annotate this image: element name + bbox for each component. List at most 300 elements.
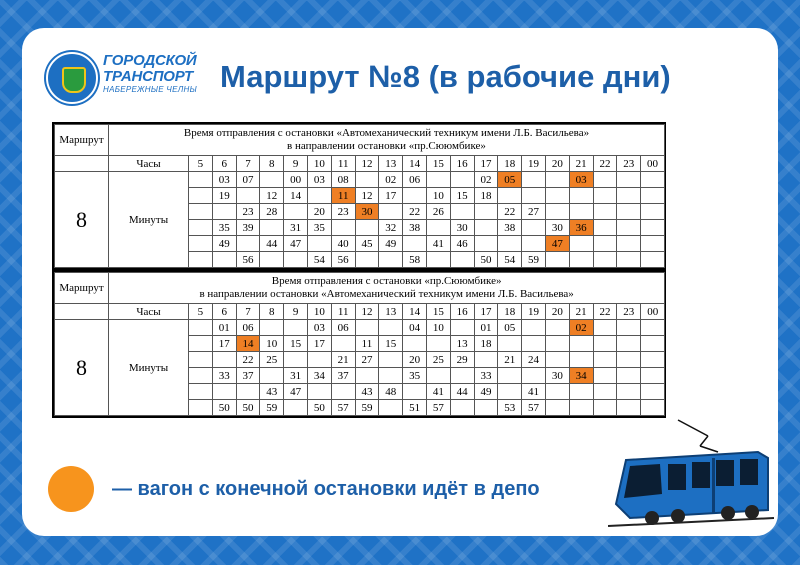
minute-cell — [403, 384, 427, 400]
minute-cell — [522, 368, 546, 384]
minute-cell — [617, 172, 641, 188]
minute-cell — [545, 384, 569, 400]
minute-cell: 50 — [236, 400, 260, 416]
hour-cell: 11 — [331, 304, 355, 320]
minute-cell — [189, 188, 213, 204]
minute-cell — [617, 336, 641, 352]
minute-cell — [593, 220, 617, 236]
hour-cell: 18 — [498, 304, 522, 320]
minute-cell — [284, 252, 308, 268]
depot-minute-cell: 05 — [498, 172, 522, 188]
hour-cell: 22 — [593, 304, 617, 320]
minute-cell: 44 — [260, 236, 284, 252]
minute-cell: 31 — [284, 368, 308, 384]
minute-cell: 03 — [212, 172, 236, 188]
minute-cell — [450, 252, 474, 268]
minute-cell — [641, 236, 665, 252]
hour-cell: 12 — [355, 304, 379, 320]
timetable-1 — [54, 124, 664, 268]
minute-cell — [545, 252, 569, 268]
minute-cell: 10 — [426, 320, 450, 336]
hour-cell: 8 — [260, 304, 284, 320]
hour-cell: 16 — [450, 304, 474, 320]
minute-cell — [522, 320, 546, 336]
minute-cell: 06 — [403, 172, 427, 188]
minute-cell — [236, 236, 260, 252]
hour-cell: 8 — [260, 156, 284, 172]
minute-cell: 49 — [212, 236, 236, 252]
legend-dot-icon — [48, 466, 94, 512]
minute-cell: 38 — [498, 220, 522, 236]
minute-cell: 28 — [260, 204, 284, 220]
depot-minute-cell: 03 — [569, 172, 593, 188]
minute-cell — [545, 336, 569, 352]
minute-cell: 41 — [426, 384, 450, 400]
minute-cell: 37 — [331, 368, 355, 384]
hour-cell: 6 — [212, 156, 236, 172]
hour-cell: 7 — [236, 156, 260, 172]
minute-cell — [189, 204, 213, 220]
hour-cell: 15 — [426, 304, 450, 320]
minute-cell — [284, 400, 308, 416]
minutes-label: Минуты — [109, 320, 189, 416]
table-row — [55, 320, 665, 336]
table2-grid — [54, 272, 665, 416]
minute-cell — [641, 252, 665, 268]
minute-cell — [307, 352, 331, 368]
minute-cell — [355, 252, 379, 268]
minute-cell — [450, 204, 474, 220]
minute-cell: 44 — [450, 384, 474, 400]
minute-cell: 58 — [403, 252, 427, 268]
minute-cell — [593, 336, 617, 352]
minute-cell — [641, 368, 665, 384]
minute-cell — [284, 320, 308, 336]
minute-cell: 43 — [355, 384, 379, 400]
minute-cell — [569, 252, 593, 268]
minute-cell: 50 — [212, 400, 236, 416]
direction-line-1: Время отправления с остановки «пр.Сююмбике» — [271, 275, 502, 287]
minute-cell — [307, 384, 331, 400]
minute-cell: 15 — [450, 188, 474, 204]
minute-cell — [641, 172, 665, 188]
minute-cell: 37 — [236, 368, 260, 384]
minute-cell — [593, 352, 617, 368]
minute-cell — [189, 172, 213, 188]
minute-cell — [260, 368, 284, 384]
minute-cell: 49 — [474, 384, 498, 400]
direction-line-1: Время отправления с остановки «Автомеханический техникум имени Л.Б. Васильева» — [183, 127, 590, 139]
minute-cell: 22 — [403, 204, 427, 220]
minute-cell: 14 — [284, 188, 308, 204]
minute-cell — [545, 172, 569, 188]
minute-cell — [593, 172, 617, 188]
minute-cell — [641, 336, 665, 352]
minute-cell — [474, 400, 498, 416]
minute-cell: 35 — [212, 220, 236, 236]
minute-cell — [426, 252, 450, 268]
hour-cell: 00 — [641, 156, 665, 172]
minute-cell — [641, 220, 665, 236]
minute-cell — [474, 220, 498, 236]
brand-line-3: НАБЕРЕЖНЫЕ ЧЕЛНЫ — [103, 85, 197, 94]
minute-cell: 24 — [522, 352, 546, 368]
minute-cell: 04 — [403, 320, 427, 336]
minute-cell: 21 — [331, 352, 355, 368]
minute-cell — [617, 220, 641, 236]
minute-cell: 40 — [331, 236, 355, 252]
minute-cell: 01 — [474, 320, 498, 336]
minute-cell: 56 — [331, 252, 355, 268]
minute-cell — [641, 400, 665, 416]
hour-cell: 14 — [403, 156, 427, 172]
depot-minute-cell: 02 — [569, 320, 593, 336]
direction-line-2: в направлении остановки «пр.Сююмбике» — [287, 140, 486, 152]
minute-cell: 35 — [307, 220, 331, 236]
city-coat-of-arms-icon — [46, 52, 98, 104]
minute-cell — [189, 400, 213, 416]
minute-cell: 07 — [236, 172, 260, 188]
minute-cell — [545, 320, 569, 336]
minute-cell: 05 — [498, 320, 522, 336]
minute-cell — [212, 352, 236, 368]
depot-minute-cell: 47 — [545, 236, 569, 252]
hour-cell: 19 — [522, 304, 546, 320]
minute-cell: 17 — [379, 188, 403, 204]
minute-cell — [474, 352, 498, 368]
minute-cell — [379, 368, 403, 384]
hour-cell: 5 — [189, 304, 213, 320]
minute-cell: 39 — [236, 220, 260, 236]
minute-cell: 56 — [236, 252, 260, 268]
page-title: Маршрут №8 (в рабочие дни) — [220, 59, 671, 94]
minute-cell — [474, 204, 498, 220]
minute-cell: 25 — [260, 352, 284, 368]
minute-cell — [641, 352, 665, 368]
minute-cell: 15 — [379, 336, 403, 352]
hour-cell: 7 — [236, 304, 260, 320]
tram-icon — [608, 418, 774, 528]
hour-cell: 20 — [545, 304, 569, 320]
minute-cell — [522, 336, 546, 352]
minute-cell: 23 — [331, 204, 355, 220]
minute-cell — [189, 384, 213, 400]
timetable-2 — [54, 272, 664, 416]
minute-cell — [450, 320, 474, 336]
minute-cell: 19 — [212, 188, 236, 204]
minute-cell — [593, 236, 617, 252]
hour-cell: 13 — [379, 304, 403, 320]
depot-minute-cell: 36 — [569, 220, 593, 236]
minute-cell: 02 — [474, 172, 498, 188]
minute-cell — [569, 204, 593, 220]
brand-line-1: ГОРОДСКОЙ — [103, 52, 197, 69]
minute-cell: 33 — [474, 368, 498, 384]
minute-cell: 22 — [498, 204, 522, 220]
direction-line-2: в направлении остановки «Автомеханический техникум имени Л.Б. Васильева» — [199, 288, 574, 300]
minute-cell: 06 — [236, 320, 260, 336]
minute-cell — [284, 352, 308, 368]
minute-cell: 25 — [426, 352, 450, 368]
hour-cell: 20 — [545, 156, 569, 172]
minute-cell: 03 — [307, 320, 331, 336]
minute-cell — [617, 400, 641, 416]
minute-cell — [522, 188, 546, 204]
minute-cell — [474, 236, 498, 252]
minute-cell — [379, 400, 403, 416]
minute-cell — [379, 352, 403, 368]
minute-cell: 57 — [331, 400, 355, 416]
minute-cell — [307, 236, 331, 252]
minute-cell — [450, 400, 474, 416]
minute-cell — [522, 236, 546, 252]
minute-cell — [189, 236, 213, 252]
hour-cell: 21 — [569, 156, 593, 172]
minute-cell — [189, 320, 213, 336]
minute-cell: 26 — [426, 204, 450, 220]
hour-cell: 10 — [307, 156, 331, 172]
minute-cell — [189, 352, 213, 368]
minute-cell — [260, 320, 284, 336]
depot-minute-cell: 11 — [331, 188, 355, 204]
route-number: 8 — [55, 172, 109, 268]
minute-cell — [260, 172, 284, 188]
table-row — [55, 172, 665, 188]
minute-cell: 50 — [307, 400, 331, 416]
minute-cell: 27 — [522, 204, 546, 220]
minute-cell — [569, 352, 593, 368]
minute-cell: 57 — [522, 400, 546, 416]
hour-cell: 23 — [617, 304, 641, 320]
minute-cell: 20 — [307, 204, 331, 220]
minute-cell — [545, 400, 569, 416]
minute-cell — [498, 336, 522, 352]
minute-cell: 18 — [474, 188, 498, 204]
minute-cell — [284, 204, 308, 220]
brand-line-2: ТРАНСПОРТ — [103, 68, 193, 85]
minute-cell: 18 — [474, 336, 498, 352]
minute-cell — [617, 352, 641, 368]
minute-cell — [403, 236, 427, 252]
minute-cell: 59 — [260, 400, 284, 416]
hour-cell: 17 — [474, 156, 498, 172]
minute-cell — [212, 252, 236, 268]
minute-cell — [617, 320, 641, 336]
minute-cell — [641, 204, 665, 220]
minute-cell — [450, 368, 474, 384]
minute-cell — [617, 252, 641, 268]
direction-header — [109, 125, 665, 156]
minute-cell: 47 — [284, 236, 308, 252]
hour-cell: 11 — [331, 156, 355, 172]
minute-cell: 10 — [260, 336, 284, 352]
minute-cell — [189, 220, 213, 236]
minute-cell — [617, 204, 641, 220]
minute-cell — [593, 204, 617, 220]
route-header: Маршрут — [55, 273, 109, 304]
minute-cell: 17 — [307, 336, 331, 352]
minute-cell — [593, 188, 617, 204]
minute-cell — [379, 252, 403, 268]
minute-cell: 54 — [498, 252, 522, 268]
minute-cell — [617, 368, 641, 384]
minute-cell: 49 — [379, 236, 403, 252]
minute-cell: 11 — [355, 336, 379, 352]
hour-cell: 12 — [355, 156, 379, 172]
minute-cell — [355, 220, 379, 236]
blank-cell — [55, 156, 109, 172]
minute-cell — [189, 368, 213, 384]
minute-cell: 41 — [522, 384, 546, 400]
minute-cell: 34 — [307, 368, 331, 384]
minute-cell: 41 — [426, 236, 450, 252]
timetables — [52, 122, 666, 418]
hour-cell: 5 — [189, 156, 213, 172]
minute-cell — [569, 384, 593, 400]
minute-cell: 30 — [545, 368, 569, 384]
hour-cell: 14 — [403, 304, 427, 320]
minute-cell: 20 — [403, 352, 427, 368]
minute-cell: 59 — [522, 252, 546, 268]
minute-cell: 53 — [498, 400, 522, 416]
minute-cell: 27 — [355, 352, 379, 368]
minute-cell: 00 — [284, 172, 308, 188]
minute-cell — [379, 320, 403, 336]
minute-cell: 38 — [403, 220, 427, 236]
minute-cell — [426, 336, 450, 352]
minute-cell: 30 — [450, 220, 474, 236]
hour-cell: 6 — [212, 304, 236, 320]
minute-cell: 08 — [331, 172, 355, 188]
minute-cell — [403, 188, 427, 204]
minute-cell — [545, 188, 569, 204]
hour-cell: 16 — [450, 156, 474, 172]
minute-cell — [212, 204, 236, 220]
minute-cell — [307, 188, 331, 204]
route-number: 8 — [55, 320, 109, 416]
minute-cell: 30 — [545, 220, 569, 236]
minute-cell — [426, 220, 450, 236]
minute-cell — [189, 252, 213, 268]
blank-cell — [55, 304, 109, 320]
hour-cell: 19 — [522, 156, 546, 172]
minute-cell — [450, 172, 474, 188]
hour-cell: 10 — [307, 304, 331, 320]
depot-minute-cell: 30 — [355, 204, 379, 220]
minute-cell — [260, 220, 284, 236]
hour-cell: 17 — [474, 304, 498, 320]
minute-cell — [569, 188, 593, 204]
hour-cell: 15 — [426, 156, 450, 172]
minute-cell — [593, 368, 617, 384]
minute-cell — [545, 204, 569, 220]
minute-cell — [403, 336, 427, 352]
minute-cell — [617, 188, 641, 204]
depot-minute-cell: 14 — [236, 336, 260, 352]
minute-cell — [641, 384, 665, 400]
minute-cell — [189, 336, 213, 352]
hours-label: Часы — [109, 156, 189, 172]
hour-cell: 21 — [569, 304, 593, 320]
depot-minute-cell: 34 — [569, 368, 593, 384]
minute-cell: 21 — [498, 352, 522, 368]
minute-cell — [331, 336, 355, 352]
hour-cell: 22 — [593, 156, 617, 172]
minute-cell — [498, 368, 522, 384]
hour-cell: 23 — [617, 156, 641, 172]
hour-cell: 9 — [284, 156, 308, 172]
brand-logo-text — [103, 53, 203, 94]
minute-cell — [331, 384, 355, 400]
minute-cell — [260, 252, 284, 268]
minute-cell: 50 — [474, 252, 498, 268]
route-header: Маршрут — [55, 125, 109, 156]
minute-cell — [379, 204, 403, 220]
table1-grid — [54, 124, 665, 268]
minute-cell: 22 — [236, 352, 260, 368]
minute-cell: 51 — [403, 400, 427, 416]
minute-cell — [522, 172, 546, 188]
minute-cell — [426, 368, 450, 384]
minute-cell: 31 — [284, 220, 308, 236]
minute-cell — [569, 336, 593, 352]
minute-cell — [569, 400, 593, 416]
minute-cell: 32 — [379, 220, 403, 236]
minute-cell: 43 — [260, 384, 284, 400]
minute-cell — [569, 236, 593, 252]
minute-cell: 29 — [450, 352, 474, 368]
minute-cell: 17 — [212, 336, 236, 352]
minute-cell — [355, 172, 379, 188]
minute-cell: 59 — [355, 400, 379, 416]
minute-cell — [236, 188, 260, 204]
minute-cell — [522, 220, 546, 236]
minute-cell — [498, 236, 522, 252]
direction-header — [109, 273, 665, 304]
minute-cell — [617, 236, 641, 252]
minute-cell — [355, 368, 379, 384]
minute-cell: 15 — [284, 336, 308, 352]
minute-cell: 45 — [355, 236, 379, 252]
minute-cell: 03 — [307, 172, 331, 188]
minute-cell — [545, 352, 569, 368]
minute-cell — [498, 188, 522, 204]
legend-text: — вагон с конечной остановки идёт в депо — [112, 478, 540, 500]
minute-cell: 48 — [379, 384, 403, 400]
minute-cell: 13 — [450, 336, 474, 352]
minute-cell — [212, 384, 236, 400]
minute-cell — [641, 188, 665, 204]
minute-cell: 23 — [236, 204, 260, 220]
hours-label: Часы — [109, 304, 189, 320]
minutes-label: Минуты — [109, 172, 189, 268]
hour-cell: 13 — [379, 156, 403, 172]
minute-cell: 10 — [426, 188, 450, 204]
minute-cell — [593, 252, 617, 268]
minute-cell — [331, 220, 355, 236]
minute-cell — [236, 384, 260, 400]
minute-cell: 12 — [260, 188, 284, 204]
minute-cell — [593, 320, 617, 336]
minute-cell — [498, 384, 522, 400]
minute-cell: 12 — [355, 188, 379, 204]
hour-cell: 18 — [498, 156, 522, 172]
minute-cell: 02 — [379, 172, 403, 188]
minute-cell: 47 — [284, 384, 308, 400]
minute-cell: 54 — [307, 252, 331, 268]
minute-cell: 06 — [331, 320, 355, 336]
minute-cell: 33 — [212, 368, 236, 384]
